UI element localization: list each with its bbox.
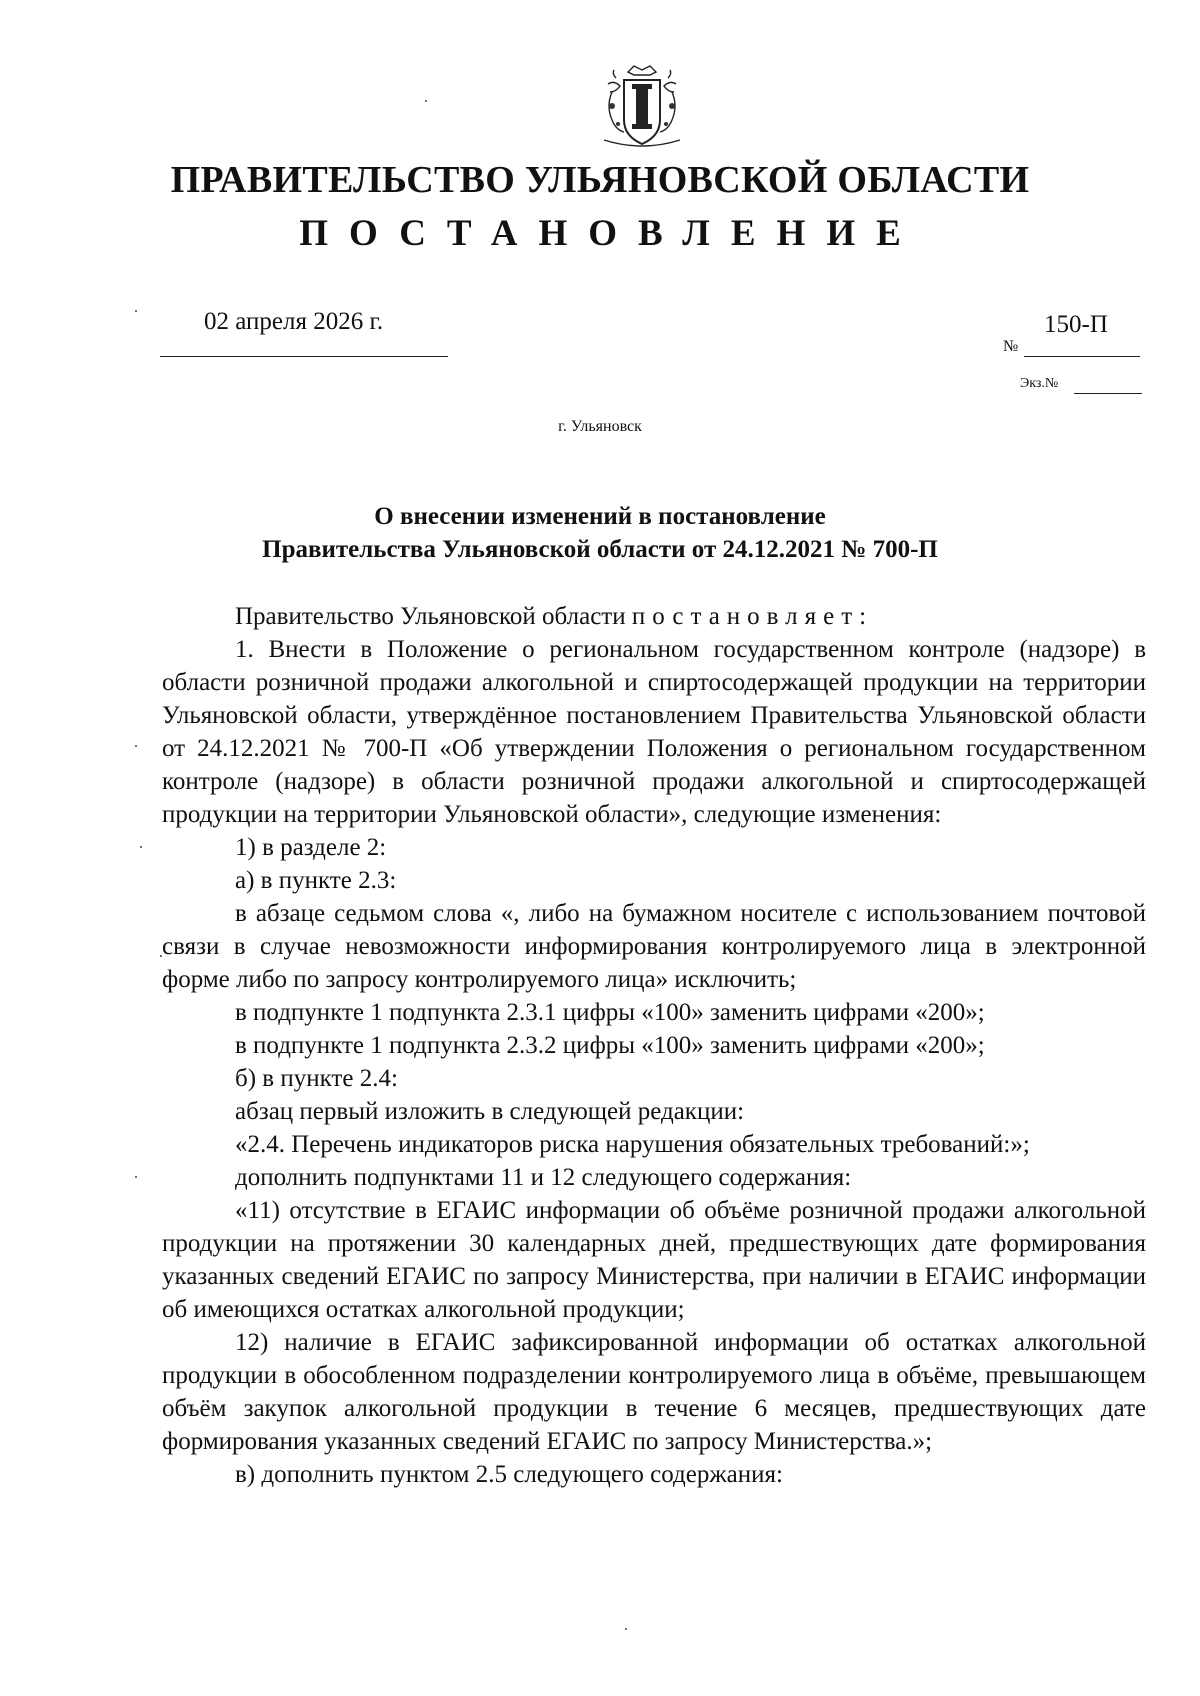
paragraph: в абзаце седьмом слова «, либо на бумажном носителе с использованием почтовой связи в случае невозможности информирования контролируемого лица в электронной форме либо по запросу контролируемого лица» исключить; <box>162 900 1146 993</box>
scan-speck <box>625 1628 627 1630</box>
intro-paragraph <box>162 600 1146 633</box>
date-underline <box>160 356 448 357</box>
city: г. Ульяновск <box>558 418 642 435</box>
copy-number-label: Экз.№ <box>1020 376 1059 391</box>
document-type: ПОСТАНОВЛЕНИЕ <box>299 213 922 254</box>
document-number: 150-П <box>1044 311 1108 338</box>
paragraph: «2.4. Перечень индикаторов риска нарушения обязательных требований:»; <box>235 1131 1030 1158</box>
document-body <box>162 600 1146 1491</box>
paragraph: 1) в разделе 2: <box>235 834 387 861</box>
organization-name: ПРАВИТЕЛЬСТВО УЛЬЯНОВСКОЙ ОБЛАСТИ <box>170 159 1030 201</box>
paragraph: «11) отсутствие в ЕГАИС информации об объёме розничной продажи алкогольной продукции на протяжении 30 календарных дней, предшествующих дате формирования указанных сведений ЕГАИС по запросу Министерства, при наличии в ЕГАИС информации об имеющихся остатках алкогольной продукции; <box>162 1197 1146 1323</box>
document-date: 02 апреля 2026 г. <box>204 308 384 335</box>
paragraph: 12) наличие в ЕГАИС зафиксированной информации об остатках алкогольной продукции в обособленном подразделении контролируемого лица в объёме, превышающем объём закупок алкогольной продукции в течение 6 месяцев, предшествующих дате формирования указанных сведений ЕГАИС по запросу Министерства.»; <box>162 1329 1146 1455</box>
intro-prefix: Правительство Ульяновской области <box>235 603 632 630</box>
scan-speck <box>160 955 162 957</box>
scan-speck <box>135 310 137 312</box>
copy-number-underline <box>1074 393 1142 394</box>
paragraph: в) дополнить пунктом 2.5 следующего содержания: <box>235 1461 783 1488</box>
paragraph: б) в пункте 2.4: <box>235 1065 398 1092</box>
number-sign: № <box>1003 338 1019 355</box>
scan-speck <box>135 1176 137 1178</box>
scan-speck <box>135 745 137 747</box>
paragraph: дополнить подпунктами 11 и 12 следующего содержания: <box>235 1164 852 1191</box>
title-line-1: О внесении изменений в постановление <box>374 503 826 530</box>
paragraph: в подпункте 1 подпункта 2.3.1 цифры «100» заменить цифрами «200»; <box>235 999 985 1026</box>
intro-spaced: постановляет: <box>631 603 874 630</box>
paragraph: а) в пункте 2.3: <box>235 867 397 894</box>
number-underline <box>1024 356 1140 357</box>
paragraph: 1. Внести в Положение о региональном государственном контроле (надзоре) в области розничной продажи алкогольной и спиртосодержащей продукции на территории Ульяновской области, утверждённое постановлением Правительства Ульяновской области от 24.12.2021 № 700-П «Об утверждении Положения о региональном государственном контроле (надзоре) в области розничной продажи алкогольной и спиртосодержащей продукции на территории Ульяновской области», следующие изменения: <box>162 636 1146 828</box>
title-line-2: Правительства Ульяновской области от 24.12.2021 № 700-П <box>262 536 938 563</box>
document-title <box>0 500 1200 566</box>
coat-of-arms-icon <box>598 62 686 150</box>
paragraph: абзац первый изложить в следующей редакции: <box>235 1098 745 1125</box>
paragraph: в подпункте 1 подпункта 2.3.2 цифры «100» заменить цифрами «200»; <box>235 1032 985 1059</box>
scan-speck <box>140 846 142 848</box>
scan-speck <box>425 100 427 102</box>
